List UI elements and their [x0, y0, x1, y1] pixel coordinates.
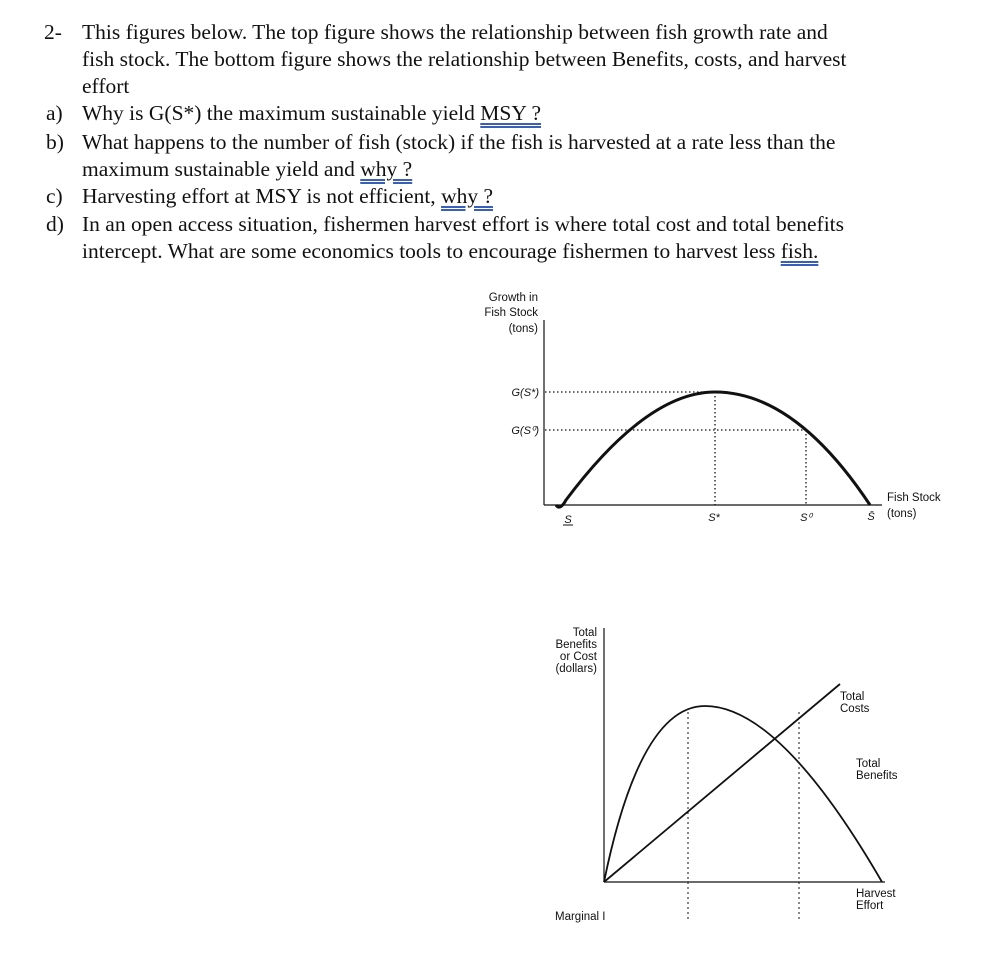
total-costs-label-line-1: Total — [840, 691, 865, 703]
total-benefits-label-line-2: Benefits — [856, 770, 898, 782]
bottom-xlabel-line-2: Effort — [856, 900, 884, 912]
total-benefits-label-line-1: Total — [856, 758, 881, 770]
question-intro-line-2: fish stock. The bottom figure shows the relationship between Benefits, costs, and harvest — [82, 47, 847, 71]
total-costs-line — [604, 684, 840, 882]
g-zero-tick-label: G(S⁰) — [511, 425, 539, 437]
part-c-link: why ? — [441, 184, 494, 208]
g-star-tick-label: G(S*) — [511, 387, 539, 399]
part-d-label: d) — [46, 212, 64, 236]
cut-off-caption: Marginal I — [555, 911, 606, 923]
s-zero-tick-label: S⁰ — [800, 512, 812, 524]
bottom-ylabel-line-4: (dollars) — [555, 663, 597, 675]
part-d-link: fish. — [780, 239, 819, 263]
part-a-link: MSY ? — [480, 101, 542, 125]
bottom-figure — [555, 627, 898, 923]
bottom-ylabel-line-3: or Cost — [559, 651, 597, 663]
top-ylabel-line-3: (tons) — [508, 323, 538, 335]
top-ylabel-line-1: Growth in — [488, 292, 538, 304]
bottom-ylabel-line-2: Benefits — [555, 639, 597, 651]
part-d-body: intercept. What are some economics tools to encourage fishermen to harvest less — [82, 239, 781, 263]
s-star-tick-label: S* — [708, 512, 720, 524]
part-b-link: why ? — [360, 157, 413, 181]
part-c-label: c) — [46, 184, 63, 208]
top-xlabel-line-2: (tons) — [887, 508, 917, 520]
s-max-tick-label: S̄ — [867, 511, 875, 523]
part-b-label: b) — [46, 130, 64, 154]
question-number: 2- — [44, 20, 62, 44]
question-intro-line-1: This figures below. The top figure shows the relationship between fish growth rate and — [82, 20, 828, 44]
s-min-tick-label: S — [564, 514, 572, 526]
question-intro-line-3: effort — [82, 74, 130, 98]
bottom-xlabel-line-1: Harvest — [856, 888, 896, 900]
part-a-body: Why is G(S*) the maximum sustainable yield — [82, 101, 481, 125]
bottom-ylabel-line-1: Total — [572, 627, 597, 639]
growth-curve — [556, 392, 870, 507]
part-b-body: maximum sustainable yield and — [82, 157, 361, 181]
total-costs-label-line-2: Costs — [840, 703, 870, 715]
part-c-body: Harvesting effort at MSY is not efficient, — [82, 184, 442, 208]
top-xlabel-line-1: Fish Stock — [887, 492, 941, 504]
part-d-line-1: In an open access situation, fishermen harvest effort is where total cost and total benefits — [82, 212, 845, 236]
top-figure — [484, 292, 941, 526]
part-b-line-1: What happens to the number of fish (stock) if the fish is harvested at a rate less than the — [82, 130, 836, 154]
part-a-label: a) — [46, 101, 63, 125]
top-ylabel-line-2: Fish Stock — [484, 307, 538, 319]
total-benefits-curve — [604, 706, 882, 882]
